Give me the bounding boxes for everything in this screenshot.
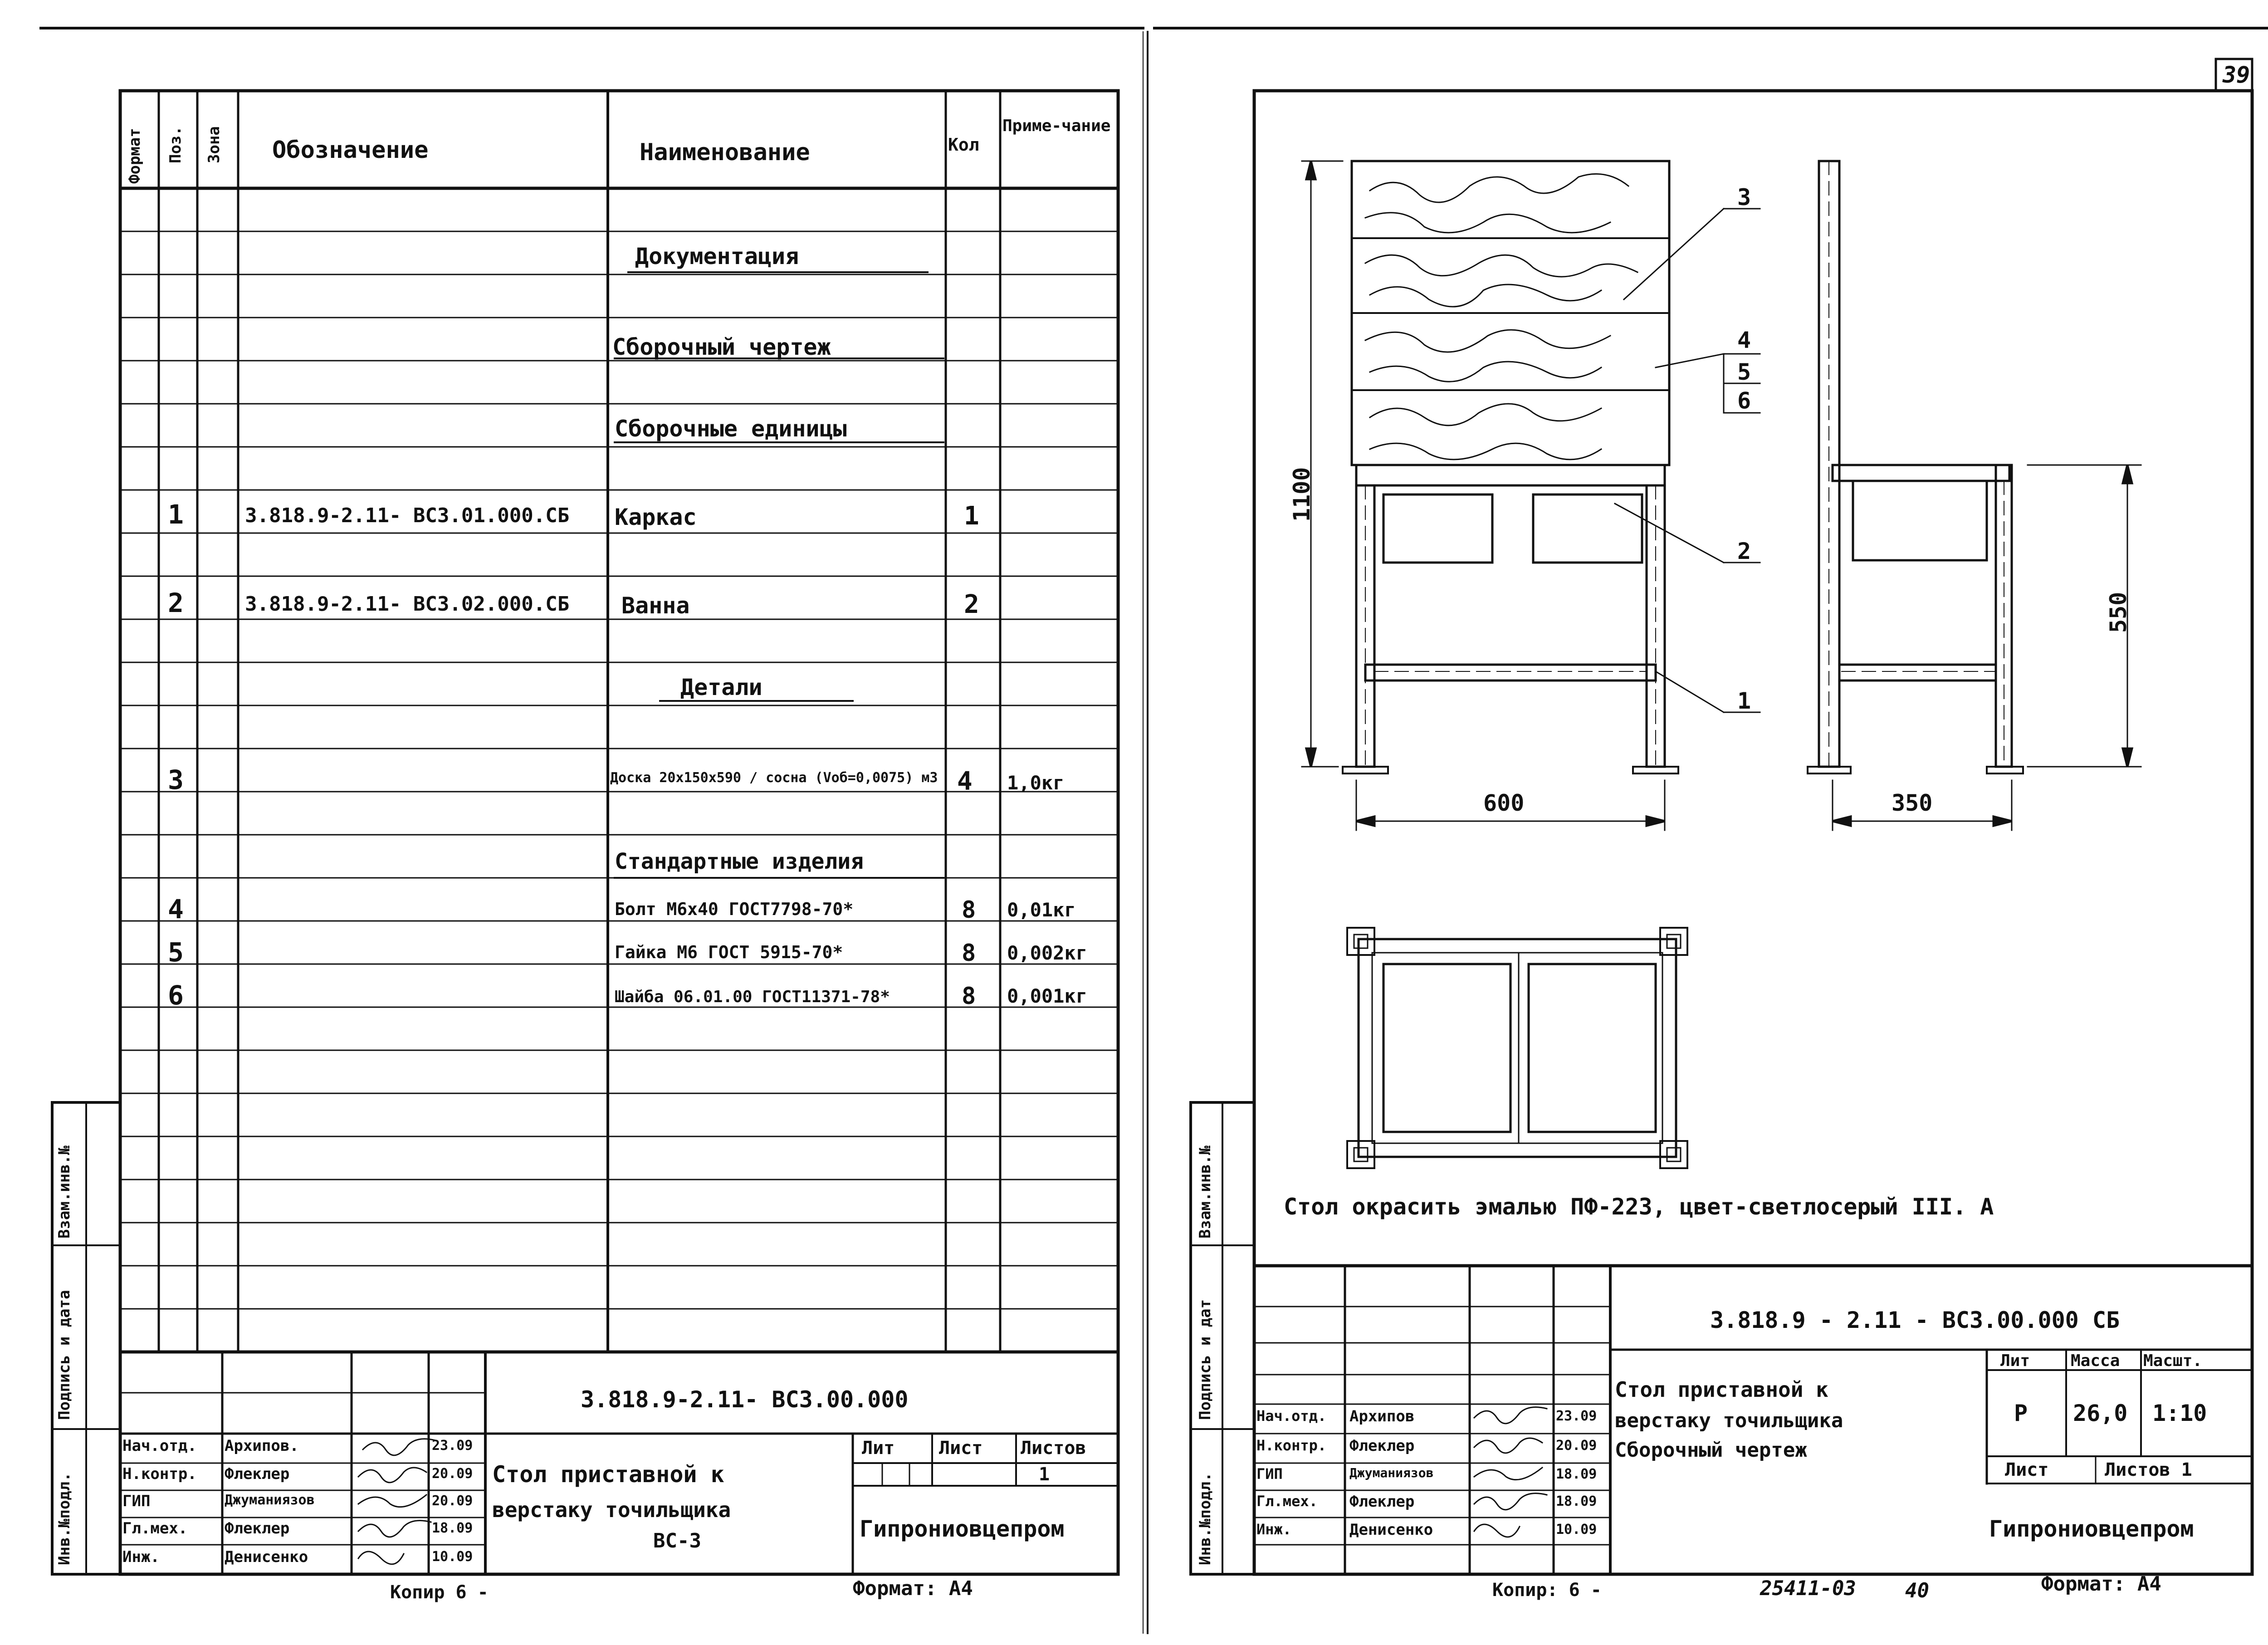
right-lit-value: Р — [2014, 1400, 2028, 1426]
right-role-3: ГИП — [1256, 1465, 1283, 1483]
header-format: Формат — [126, 128, 144, 184]
row-6-name: Шайба 06.01.00 ГОСТ11371-78* — [615, 988, 890, 1006]
left-role-1: Нач.отд. — [122, 1437, 197, 1455]
left-date-5: 10.09 — [432, 1549, 473, 1565]
right-format: Формат: А4 — [2041, 1572, 2161, 1596]
row-1-name: Каркас — [615, 504, 697, 530]
right-lit-label: Лит — [2000, 1351, 2030, 1370]
right-mass-label: Масса — [2071, 1351, 2120, 1370]
row-1-pos: 1 — [168, 499, 184, 530]
left-role-2: Н.контр. — [122, 1465, 197, 1483]
left-sheets-value: 1 — [1039, 1464, 1050, 1485]
row-5-qty: 8 — [962, 940, 976, 967]
left-title-3: ВС-3 — [653, 1529, 701, 1552]
left-name-4: Флеклер — [225, 1519, 290, 1537]
right-role-2: Н.контр. — [1256, 1437, 1327, 1454]
right-sheet-label: Лист — [2005, 1459, 2049, 1480]
left-name-1: Архипов. — [225, 1437, 299, 1455]
right-role-4: Гл.мех. — [1256, 1493, 1318, 1510]
left-date-2: 20.09 — [432, 1466, 473, 1482]
row-3-note: 1,0кг — [1007, 772, 1065, 794]
right-title-3: Сборочный чертеж — [1615, 1439, 1807, 1462]
row-3-qty: 4 — [957, 767, 973, 796]
row-6-note: 0,001кг — [1007, 985, 1088, 1007]
page-number: 39 — [2223, 62, 2250, 88]
right-archive-page: 40 — [1905, 1579, 1929, 1602]
right-date-4: 18.09 — [1556, 1493, 1597, 1509]
header-qty: Кол — [948, 135, 979, 155]
left-stamp-vzam: Взам.инв.№ — [55, 1146, 73, 1239]
plan-view — [1347, 928, 1687, 1168]
right-date-3: 18.09 — [1556, 1466, 1597, 1482]
row-details: Детали — [680, 674, 763, 700]
right-title-1: Стол приставной к — [1615, 1377, 1828, 1402]
header-zone: Зона — [205, 126, 223, 163]
paint-note: Стол окрасить эмалью ПФ-223, цвет-светлосерый III. А — [1284, 1194, 1994, 1220]
row-documentation: Документация — [635, 243, 799, 269]
row-4-pos: 4 — [168, 894, 184, 925]
left-name-3: Джуманиязов — [225, 1492, 315, 1508]
callout-6: 6 — [1737, 387, 1751, 414]
right-name-2: Флеклер — [1349, 1437, 1415, 1455]
left-stamp-sign: Подпись и дата — [55, 1290, 73, 1420]
row-5-pos: 5 — [168, 937, 184, 968]
right-role-5: Инж. — [1256, 1521, 1292, 1538]
right-name-4: Флеклер — [1349, 1493, 1415, 1511]
left-name-5: Денисенко — [225, 1548, 308, 1566]
dim-width: 600 — [1483, 790, 1525, 816]
left-title-1: Стол приставной к — [492, 1461, 724, 1488]
left-sheets-label: Листов — [1021, 1438, 1086, 1459]
header-name: Наименование — [640, 139, 810, 166]
right-date-2: 20.09 — [1556, 1438, 1597, 1454]
left-name-2: Флеклер — [225, 1465, 290, 1483]
left-lit-label: Лит — [862, 1438, 895, 1459]
right-name-1: Архипов — [1349, 1407, 1415, 1425]
right-copied: Копир: 6 - — [1492, 1580, 1602, 1601]
row-2-pos: 2 — [168, 588, 184, 618]
right-archive-no: 25411-03 — [1760, 1577, 1856, 1600]
right-title-2: верстаку точильщика — [1615, 1409, 1843, 1432]
left-date-3: 20.09 — [432, 1493, 473, 1509]
row-6-pos: 6 — [168, 980, 184, 1011]
right-date-5: 10.09 — [1556, 1522, 1597, 1537]
left-org: Гипрониовцепром — [860, 1516, 1065, 1542]
callout-1: 1 — [1737, 688, 1751, 714]
left-format: Формат: А4 — [853, 1577, 973, 1600]
right-name-3: Джуманиязов — [1349, 1465, 1434, 1480]
left-title-2: верстаку точильщика — [492, 1498, 731, 1522]
right-stamp-inv: Инв.№подл. — [1196, 1472, 1214, 1565]
callout-3: 3 — [1737, 184, 1751, 211]
right-mass-value: 26,0 — [2073, 1400, 2128, 1426]
right-stamp-sign: Подпись и дат — [1196, 1299, 1214, 1420]
left-role-5: Инж. — [122, 1548, 160, 1566]
row-assembly-units: Сборочные единицы — [615, 416, 847, 442]
right-date-1: 23.09 — [1556, 1408, 1597, 1424]
right-org: Гипрониовцепром — [1989, 1516, 2194, 1542]
side-view — [1808, 161, 2141, 830]
row-2-qty: 2 — [964, 590, 979, 619]
row-6-qty: 8 — [962, 983, 976, 1010]
callout-4: 4 — [1737, 327, 1751, 353]
header-note: Приме-чание — [1002, 117, 1111, 135]
dim-seat-height: 550 — [2105, 592, 2131, 633]
row-3-name: Доска 20x150x590 / сосна (Vоб=0,0075) м3 — [610, 770, 938, 786]
header-designation: Обозначение — [272, 137, 429, 164]
left-sheet-label: Лист — [939, 1438, 983, 1459]
left-role-4: Гл.мех. — [122, 1519, 188, 1537]
right-sheets-label: Листов 1 — [2105, 1459, 2192, 1480]
left-date-1: 23.09 — [432, 1438, 473, 1454]
row-2-name: Ванна — [621, 592, 690, 619]
row-5-note: 0,002кг — [1007, 942, 1088, 964]
right-name-5: Денисенко — [1349, 1521, 1433, 1539]
row-2-designation: 3.818.9-2.11- ВС3.02.000.СБ — [245, 592, 570, 616]
right-role-1: Нач.отд. — [1256, 1407, 1327, 1425]
left-stamp-inv: Инв.№подл. — [55, 1472, 73, 1565]
left-copied: Копир 6 - — [390, 1582, 489, 1603]
row-1-designation: 3.818.9-2.11- ВС3.01.000.СБ — [245, 504, 570, 527]
dim-height: 1100 — [1289, 467, 1315, 522]
header-pos: Поз. — [166, 126, 185, 163]
row-assembly-drawing: Сборочный чертеж — [612, 334, 831, 360]
row-4-note: 0,01кг — [1007, 899, 1076, 921]
right-stamp-vzam: Взам.инв.№ — [1196, 1146, 1214, 1239]
callout-2: 2 — [1737, 538, 1751, 564]
row-4-qty: 8 — [962, 896, 976, 924]
right-scale-value: 1:10 — [2152, 1400, 2207, 1426]
row-standard-items: Стандартные изделия — [615, 849, 864, 874]
right-code: 3.818.9 - 2.11 - ВС3.00.000 СБ — [1710, 1307, 2120, 1333]
row-5-name: Гайка М6 ГОСТ 5915-70* — [615, 942, 843, 962]
row-4-name: Болт М6х40 ГОСТ7798-70* — [615, 899, 854, 919]
left-code: 3.818.9-2.11- ВС3.00.000 — [581, 1386, 909, 1413]
left-date-4: 18.09 — [432, 1520, 473, 1536]
left-role-3: ГИП — [122, 1492, 151, 1510]
front-view — [1302, 161, 1760, 830]
callout-5: 5 — [1737, 359, 1751, 385]
dim-depth: 350 — [1892, 790, 1933, 816]
row-3-pos: 3 — [168, 764, 184, 795]
right-scale-label: Масшт. — [2143, 1351, 2203, 1370]
row-1-qty: 1 — [964, 501, 979, 531]
